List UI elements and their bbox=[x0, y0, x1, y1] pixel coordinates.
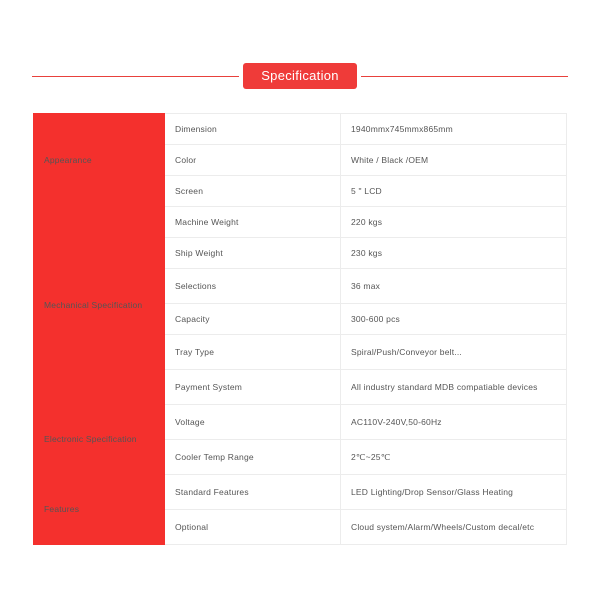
spec-label-cell: Ship Weight bbox=[165, 238, 341, 269]
spec-value-cell: 5 " LCD bbox=[341, 176, 567, 207]
spec-label-cell: Optional bbox=[165, 510, 341, 545]
spec-value-cell: White / Black /OEM bbox=[341, 145, 567, 176]
table-row bbox=[34, 475, 567, 510]
spec-label-cell: Selections bbox=[165, 269, 341, 304]
spec-value-cell: 230 kgs bbox=[341, 238, 567, 269]
page-title-row bbox=[32, 58, 568, 94]
spec-label-cell: Dimension bbox=[165, 114, 341, 145]
spec-value-cell: 1940mmx745mmx865mm bbox=[341, 114, 567, 145]
category-cell: Appearance bbox=[34, 114, 165, 207]
spec-value-cell: All industry standard MDB compatiable devices bbox=[341, 370, 567, 405]
spec-value-cell: LED Lighting/Drop Sensor/Glass Heating bbox=[341, 475, 567, 510]
specification-table-body bbox=[34, 114, 567, 545]
title-rule-right bbox=[361, 76, 568, 77]
category-cell: Electronic Specification bbox=[34, 405, 165, 475]
spec-value-cell: Spiral/Push/Conveyor belt... bbox=[341, 335, 567, 370]
category-cell: Mechanical Specification bbox=[34, 207, 165, 405]
table-row bbox=[34, 114, 567, 145]
spec-value-cell: Cloud system/Alarm/Wheels/Custom decal/etc bbox=[341, 510, 567, 545]
spec-label-cell: Payment System bbox=[165, 370, 341, 405]
page-title: Specification bbox=[243, 63, 357, 89]
table-row bbox=[34, 207, 567, 238]
spec-label-cell: Standard Features bbox=[165, 475, 341, 510]
spec-value-cell: 220 kgs bbox=[341, 207, 567, 238]
spec-label-cell: Screen bbox=[165, 176, 341, 207]
spec-value-cell: 300-600 pcs bbox=[341, 304, 567, 335]
spec-value-cell: 36 max bbox=[341, 269, 567, 304]
specification-table bbox=[33, 113, 567, 545]
spec-value-cell: 2℃~25℃ bbox=[341, 440, 567, 475]
spec-value-cell: AC110V-240V,50-60Hz bbox=[341, 405, 567, 440]
spec-label-cell: Voltage bbox=[165, 405, 341, 440]
table-row bbox=[34, 405, 567, 440]
spec-label-cell: Capacity bbox=[165, 304, 341, 335]
spec-label-cell: Cooler Temp Range bbox=[165, 440, 341, 475]
spec-label-cell: Tray Type bbox=[165, 335, 341, 370]
spec-label-cell: Color bbox=[165, 145, 341, 176]
title-rule-left bbox=[32, 76, 239, 77]
category-cell: Features bbox=[34, 475, 165, 545]
spec-label-cell: Machine Weight bbox=[165, 207, 341, 238]
